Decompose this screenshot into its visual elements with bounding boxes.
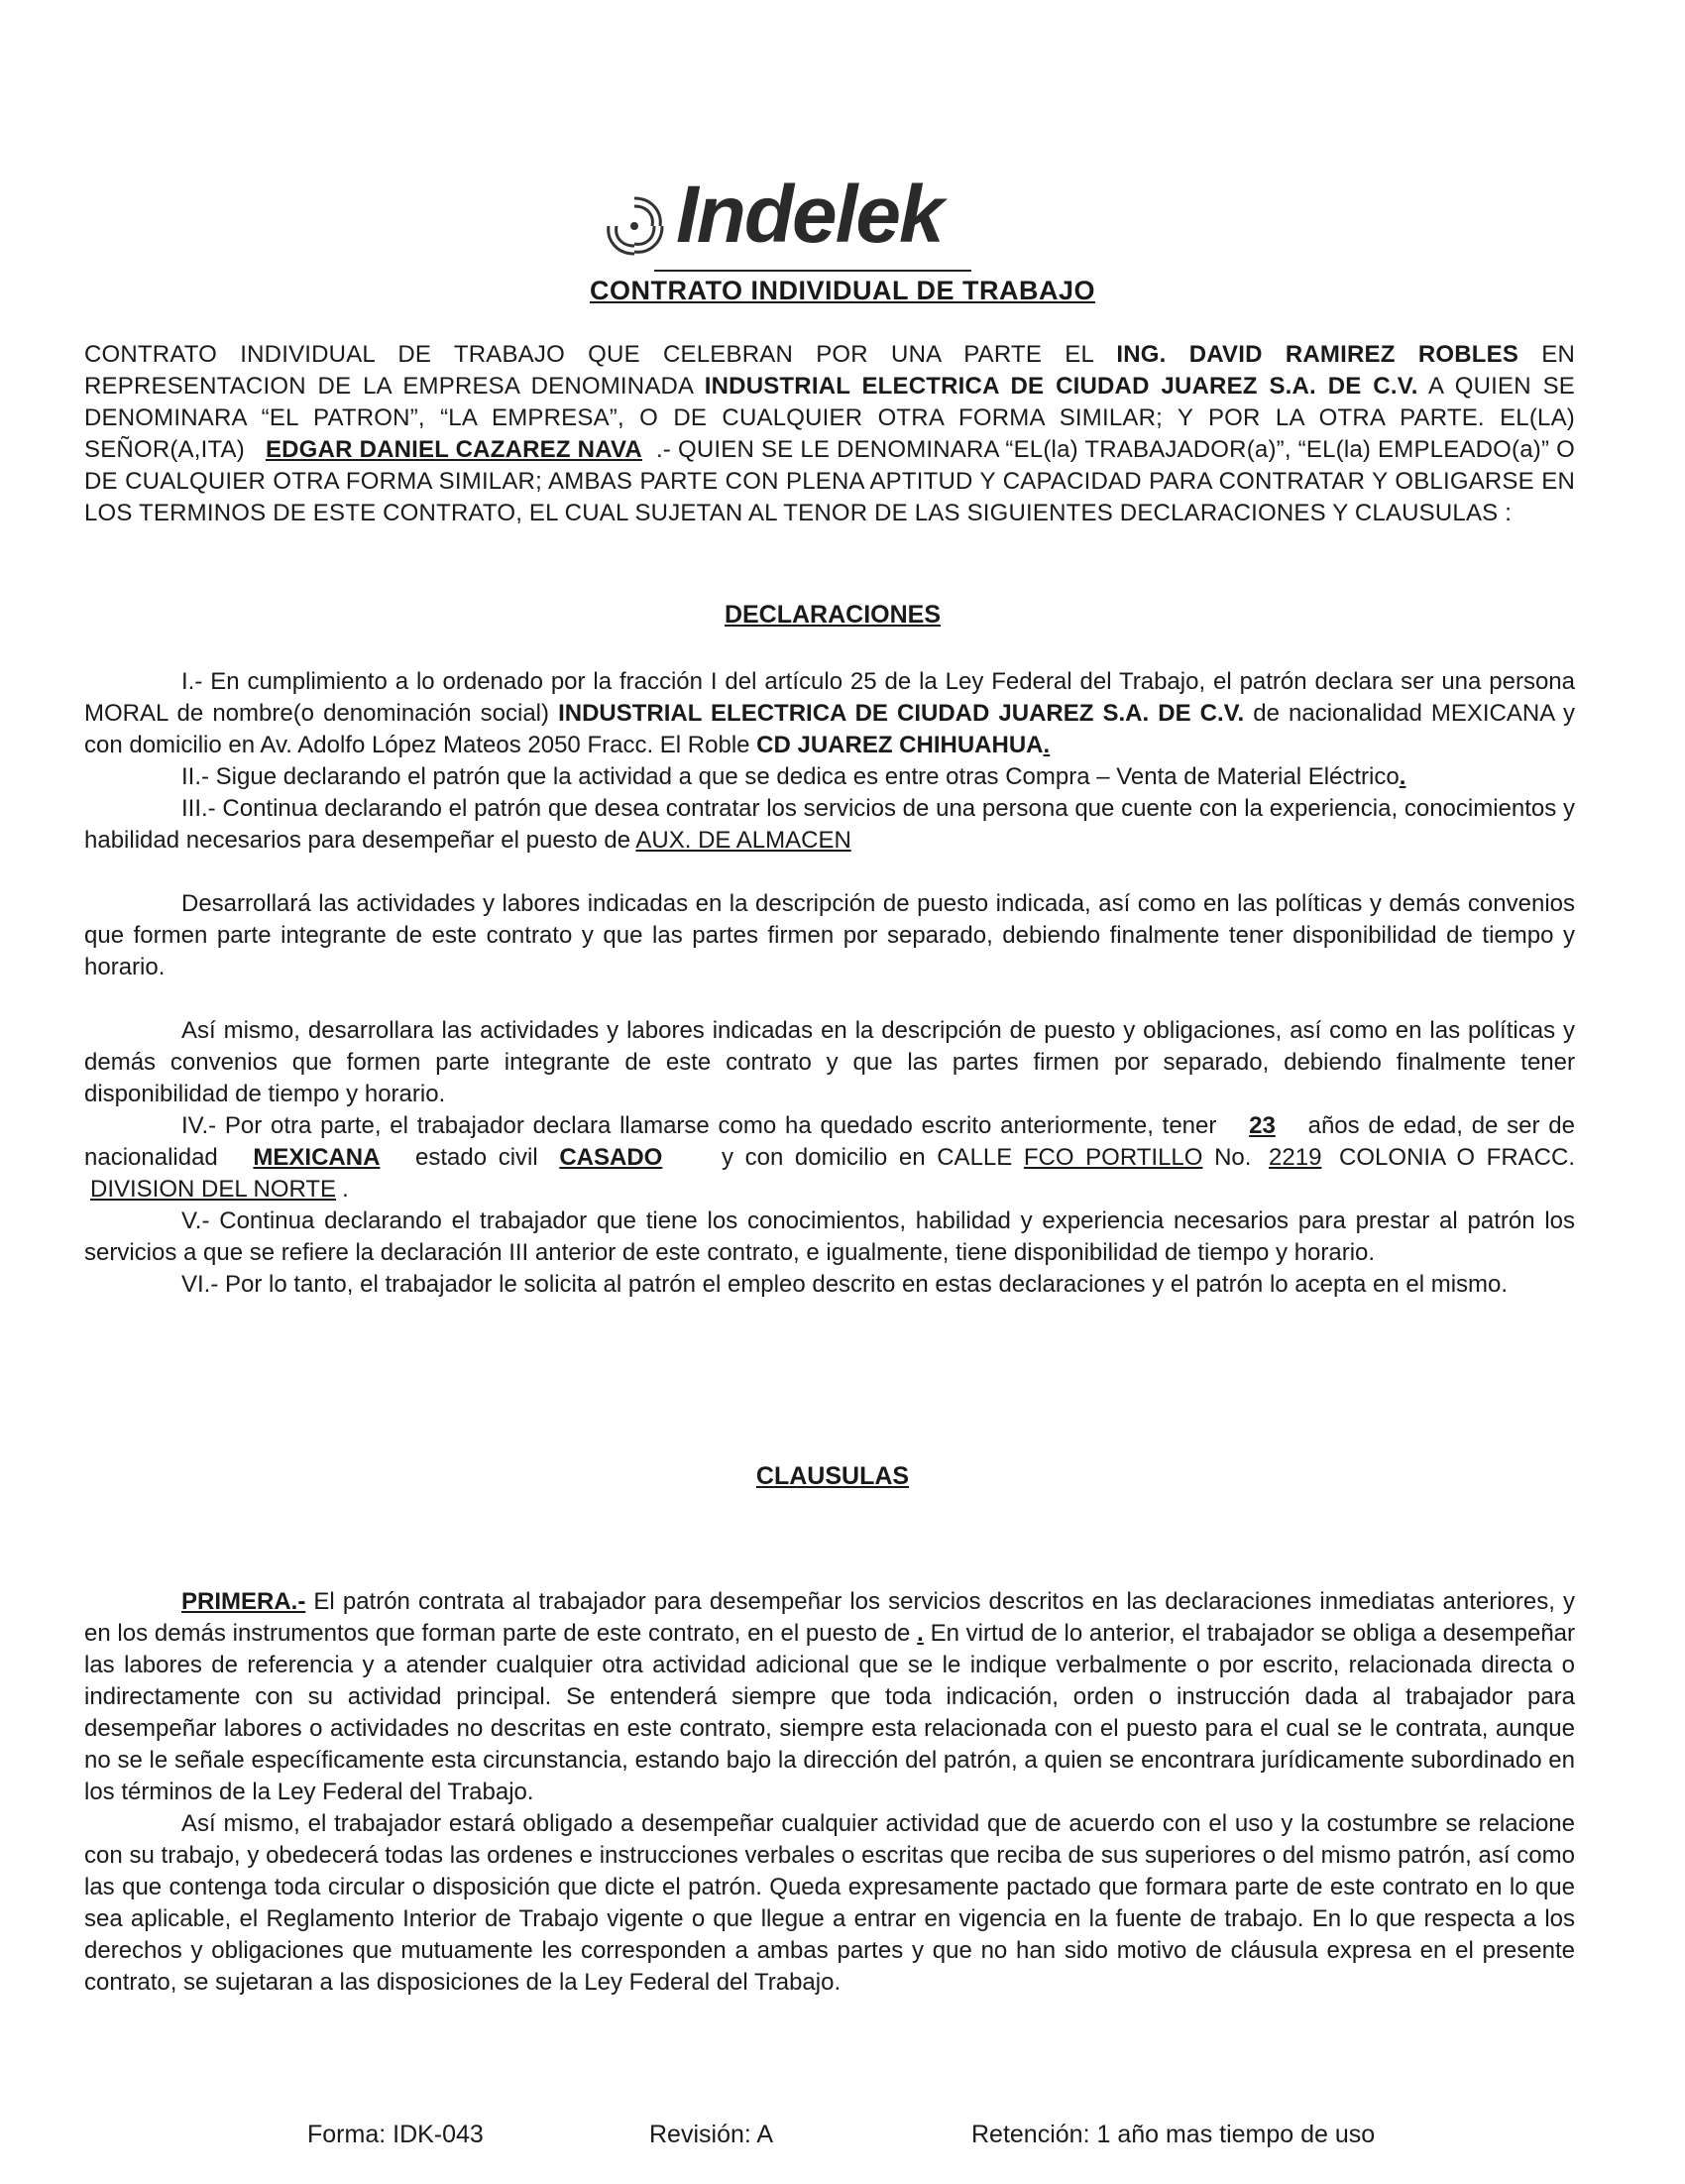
declaration-4: [84, 1110, 1575, 1206]
intro-text-3: A QUIEN SE DENOMINARA “EL PATRON”, “LA EMPRESA”, O DE CUALQUIER OTRA FORMA SIMILAR; Y POR LA OTRA PARTE. EL(LA) SEÑOR(A,ITA): [84, 373, 1575, 463]
declaration-3-text: Continua declarando el patrón que desea contratar los servicios de una persona que cuente con la experiencia, conocimientos y habilidad necesarios para desempeñar el puesto de: [84, 795, 1575, 854]
declaration-6: [84, 1269, 1575, 1301]
intro-paragraph: [84, 339, 1575, 529]
declaraciones-section: [84, 666, 1575, 1301]
declaration-4-text-c: estado civil: [403, 1144, 550, 1171]
declaration-6-text: Por lo tanto, el trabajador le solicita al patrón el empleo descrito en estas declaraciones y el patrón lo acepta en el mismo.: [218, 1271, 1509, 1298]
declaration-6-number: VI.-: [181, 1271, 219, 1298]
declaration-4-number: IV.-: [181, 1112, 217, 1139]
employee-street-number: 2219: [1269, 1144, 1322, 1171]
declaration-2-number: II.-: [181, 763, 209, 790]
declaration-5: [84, 1206, 1575, 1269]
footer-revision: Revisión: A: [649, 2121, 774, 2148]
logo-underline: [654, 270, 971, 272]
declaration-5-text: Continua declarando el trabajador que tiene los conocimientos, habilidad y experiencia necesarios para prestar al patrón los servicios a que se refiere la declaración III anterior de este contrato, e igualmente, tiene disponibilidad de tiempo y horario.: [84, 1207, 1575, 1266]
declaration-1: [84, 666, 1575, 761]
employee-nationality: MEXICANA: [253, 1144, 381, 1171]
footer-retencion: Retención: 1 año mas tiempo de uso: [971, 2121, 1376, 2148]
footer-forma: Forma: IDK-043: [307, 2121, 484, 2148]
declaration-1-city: CD JUAREZ CHIHUAHUA: [756, 732, 1044, 758]
company-logo: [595, 170, 1011, 278]
declaration-3-puesto: AUX. DE ALMACEN: [635, 827, 851, 854]
declaration-4-text-b: años de edad, de ser de nacionalidad: [84, 1112, 1575, 1171]
clausula-primera-text-b: En virtud de lo anterior, el trabajador se obliga a desempeñar las labores de referencia y a atender cualquier otra actividad adicional que se le indique verbalmente o por escrito, relacionada directa o indirectamente con su actividad principal. Se entenderá siempre que toda indicación, orden o instrucción dada al trabajador para desempeñar labores o actividades no descritas en este contrato, siempre esta relacionada con el puesto para el cual se le contrata, aunque no se le señale específicamente esta circunstancia, estando bajo la dirección del patrón, a quien se encontrara jurídicamente subordinado en los términos de la Ley Federal del Trabajo.: [84, 1620, 1576, 1805]
desarrollara-paragraph: Desarrollará las actividades y labores indicadas en la descripción de puesto indicada, así como en las políticas y demás convenios que formen parte integrante de este contrato y que las partes firmen por separado, debiendo finalmente tener disponibilidad de tiempo y horario.: [84, 890, 1575, 980]
company-name: INDUSTRIAL ELECTRICA DE CIUDAD JUAREZ S.A. DE C.V.: [704, 373, 1418, 400]
declaration-2-end: .: [1399, 763, 1406, 790]
clausula-primera-label: PRIMERA.-: [181, 1588, 306, 1615]
document-title: CONTRATO INDIVIDUAL DE TRABAJO: [589, 276, 1096, 305]
declaration-2-text: Sigue declarando el patrón que la actividad a que se dedica es entre otras Compra – Venta de Material Eléctrico: [209, 763, 1400, 790]
employee-colonia: DIVISION DEL NORTE: [90, 1176, 337, 1203]
clausula-asimismo: Así mismo, el trabajador estará obligado a desempeñar cualquier actividad que de acuerdo con el uso y la costumbre se relacione con su trabajo, y obedecerá todas las ordenes e instrucciones verbales o escritas que reciba de sus superiores o del mismo patrón, así como las que contenga toda circular o disposición que dicte el patrón. Queda expresamente pactado que formara parte de este contrato en lo que sea aplicable, el Reglamento Interior de Trabajo vigente o que llegue a entrar en vigencia en la fuente de trabajo. En lo que respecta a los derechos y obligaciones que mutuamente les corresponden a ambas partes y que no han sido motivo de cláusula expresa en el presente contrato, se sujetaran a las disposiciones de la Ley Federal del Trabajo.: [84, 1810, 1575, 1996]
declaration-1-end: .: [1043, 732, 1051, 758]
declaration-1-company: INDUSTRIAL ELECTRICA DE CIUDAD JUAREZ S.A. DE C.V.: [558, 700, 1245, 727]
intro-text-4: .- QUIEN SE LE DENOMINARA “EL(la) TRABAJADOR(a)”, “EL(la) EMPLEADO(a)” O DE CUALQUIER OTRA FORMA SIMILAR; AMBAS PARTE CON PLENA APTITUD Y CAPACIDAD PARA CONTRATAR Y OBLIGARSE EN LOS TERMINOS DE ESTE CONTRATO, EL CUAL SUJETAN AL TENOR DE LAS SIGUIENTES DECLARACIONES Y CLAUSULAS :: [84, 436, 1575, 526]
asimismo-paragraph: Así mismo, desarrollara las actividades y labores indicadas en la descripción de puesto y obligaciones, así como en las políticas y demás convenios que formen parte integrante de este contrato y que las partes firmen por separado, debiendo finalmente tener disponibilidad de tiempo y horario.: [84, 1017, 1575, 1107]
employee-age: 23: [1249, 1112, 1276, 1139]
clausula-primera: [84, 1586, 1575, 1808]
intro-text-1: CONTRATO INDIVIDUAL DE TRABAJO QUE CELEBRAN POR UNA PARTE EL: [84, 341, 1117, 368]
employee-civil-status: CASADO: [559, 1144, 663, 1171]
intro-text-2: EN REPRESENTACION DE LA EMPRESA DENOMINADA: [84, 341, 1576, 400]
logo-wordmark: Indelek: [676, 170, 943, 260]
declaration-3-number: III.-: [181, 795, 216, 822]
declaration-4-text-e: No.: [1202, 1144, 1264, 1171]
declaration-2: [84, 761, 1575, 793]
declaration-4-text-f: COLONIA O FRACC.: [1327, 1144, 1576, 1171]
declaraciones-heading: DECLARACIONES: [724, 601, 942, 629]
declaration-1-number: I.-: [181, 668, 203, 695]
declaration-4-end: .: [342, 1176, 349, 1203]
declaration-3: [84, 793, 1575, 857]
declaration-4-text-d: y con domicilio en CALLE: [710, 1144, 1024, 1171]
clausula-primera-text-a: El patrón contrata al trabajador para desempeñar los servicios descritos en las declaraciones inmediatas anteriores, y en los demás instrumentos que forman parte de este contrato, en el puesto de: [84, 1588, 1575, 1647]
declaration-1-text-b: de nacionalidad MEXICANA y con domicilio en Av. Adolfo López Mateos 2050 Fracc. El Roble: [84, 700, 1575, 758]
clausulas-section: [84, 1586, 1575, 1999]
swirl-logo-icon: [595, 186, 674, 266]
employee-street: FCO PORTILLO: [1023, 1144, 1203, 1171]
declaration-5-number: V.-: [181, 1207, 210, 1234]
employee-name: EDGAR DANIEL CAZAREZ NAVA: [265, 436, 642, 463]
clausulas-heading: CLAUSULAS: [755, 1462, 910, 1490]
representative-name: ING. DAVID RAMIREZ ROBLES: [1116, 341, 1519, 368]
declaration-1-text-a: En cumplimiento a lo ordenado por la fracción I del artículo 25 de la Ley Federal del Trabajo, el patrón declara ser una persona MORAL de nombre(o denominación social): [84, 668, 1575, 727]
clausula-primera-puesto-blank: .: [917, 1620, 924, 1647]
declaration-4-text-a: Por otra parte, el trabajador declara llamarse como ha quedado escrito anteriormente, tener: [216, 1112, 1226, 1139]
